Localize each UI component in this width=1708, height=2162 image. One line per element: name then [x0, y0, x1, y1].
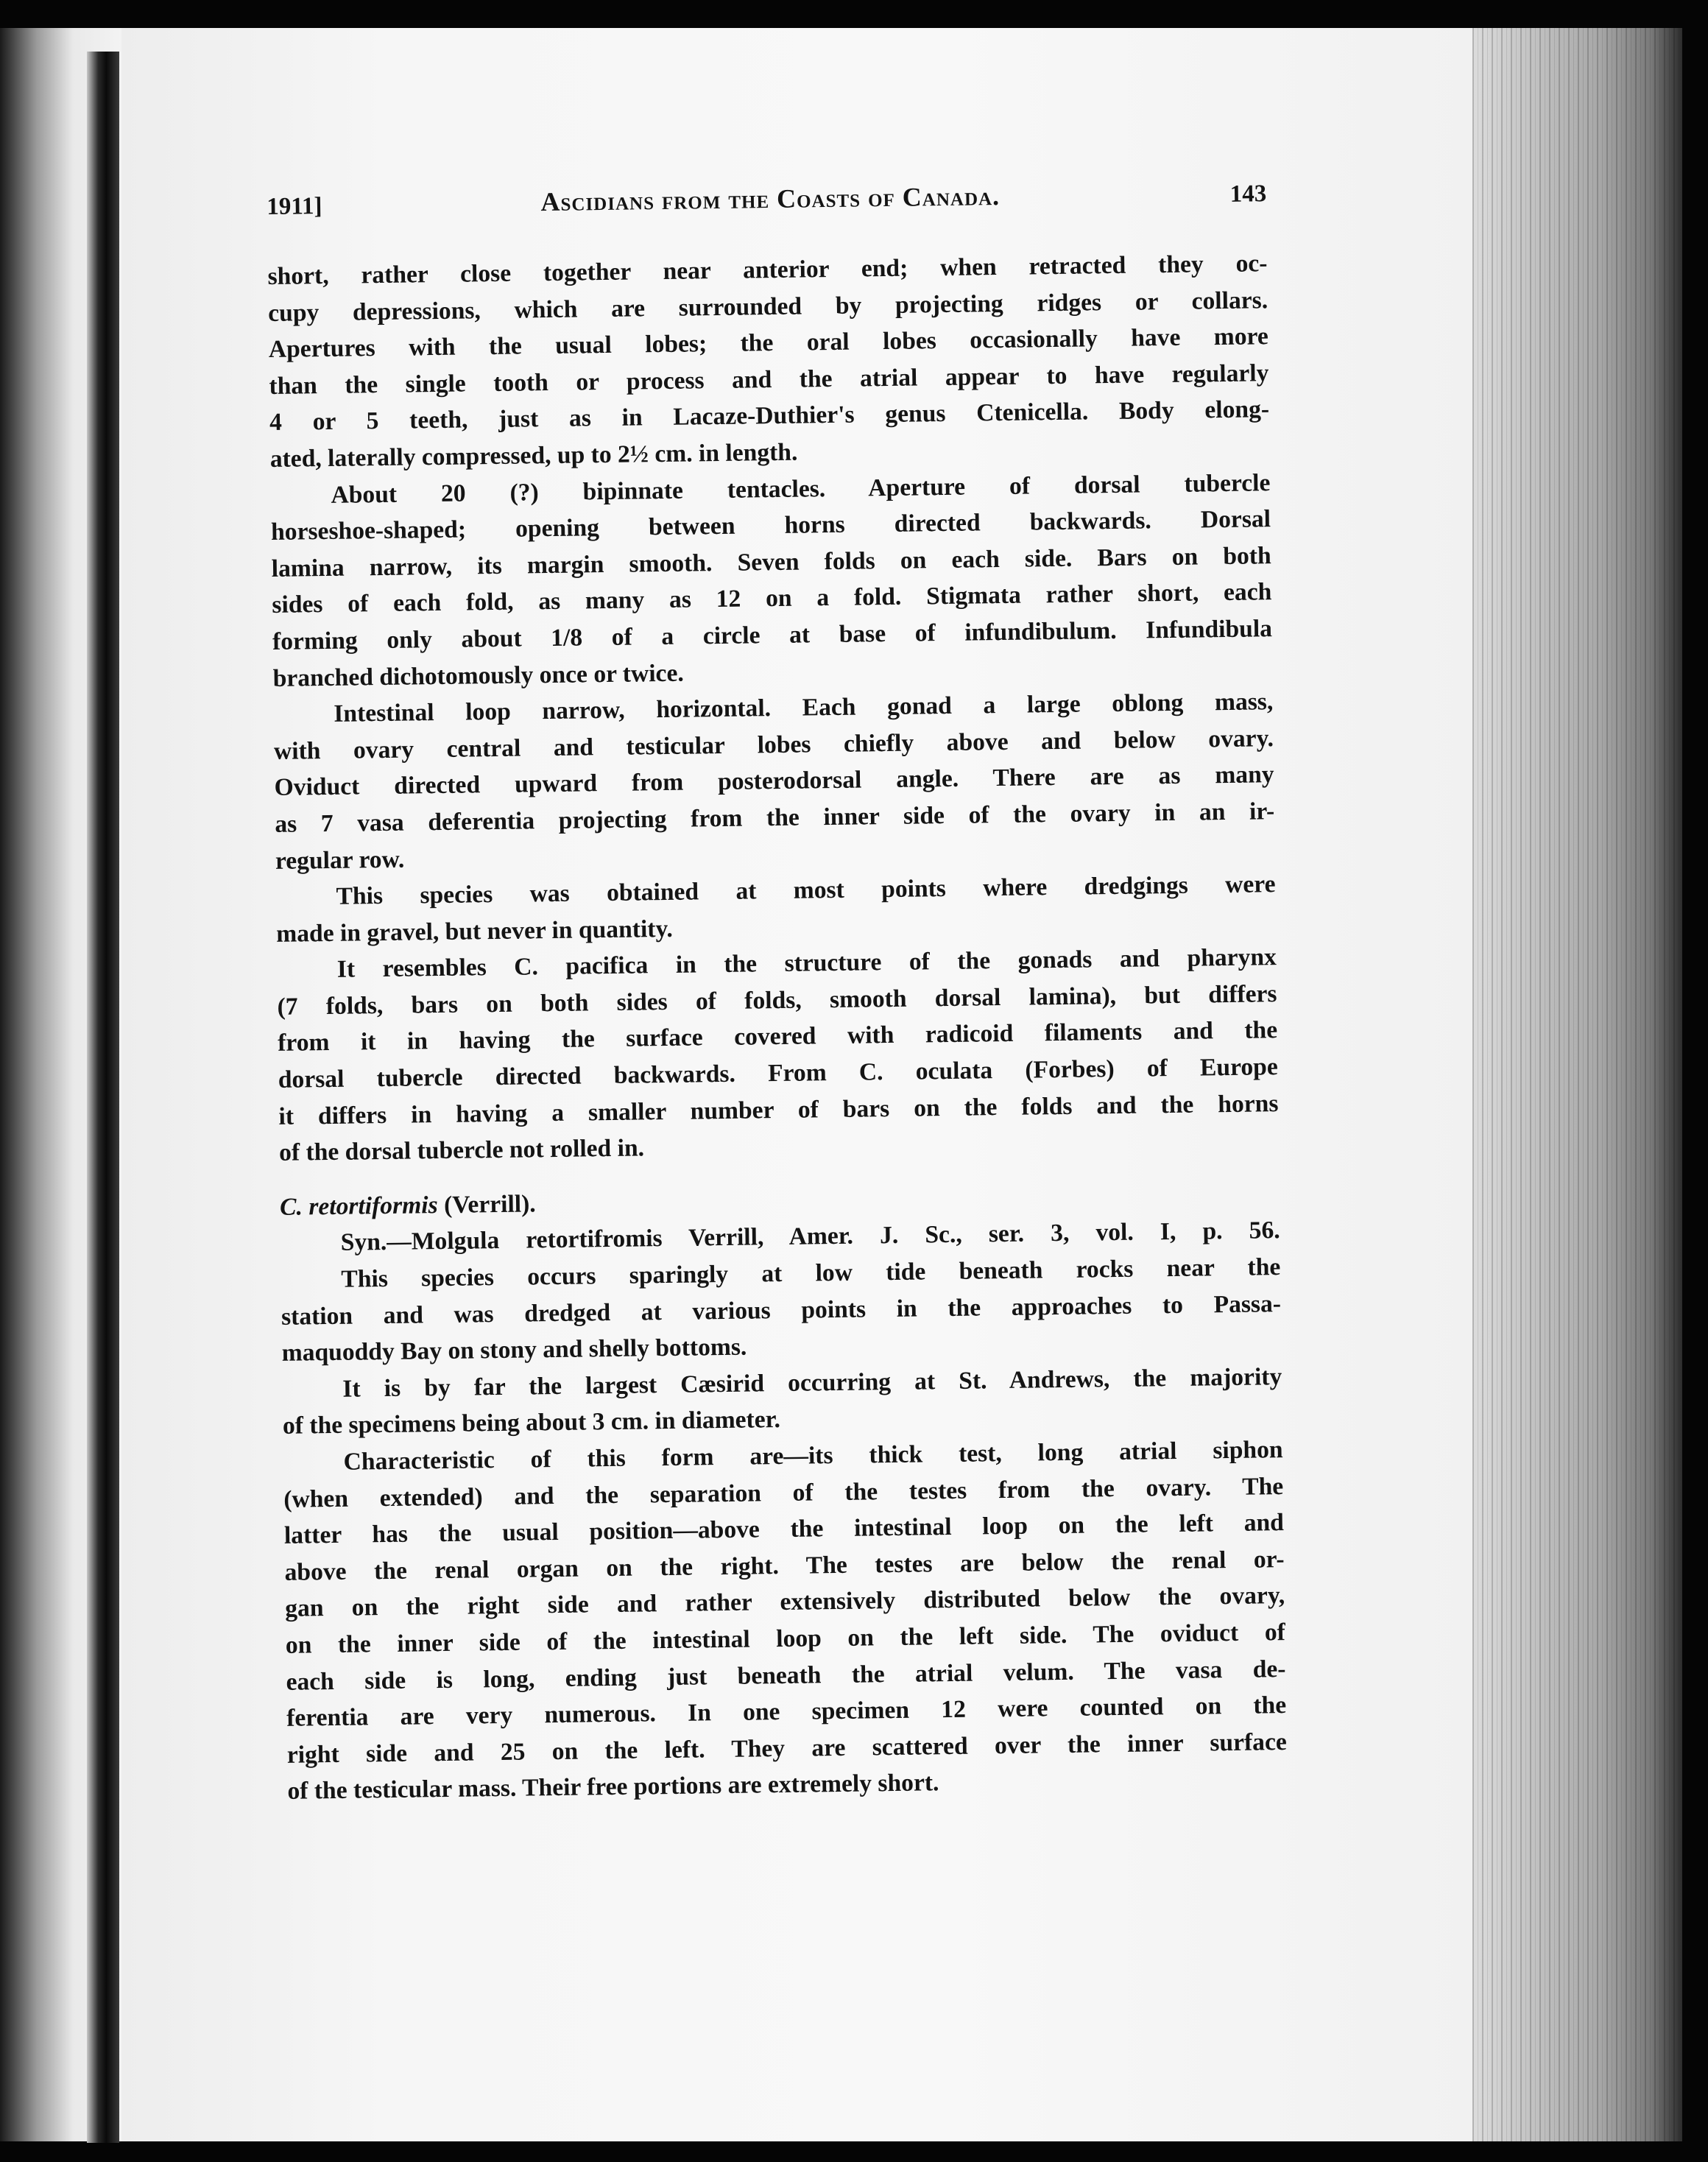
page-number: 143 — [1229, 180, 1267, 208]
text-line: on the inner side of the intestinal loop on the left side. The oviduct of — [285, 1619, 1286, 1659]
text-line: forming only about 1/8 of a circle at base of infundibulum. Infundibula — [272, 615, 1273, 655]
text-line: above the renal organ on the right. The testes are below the renal or- — [284, 1545, 1285, 1586]
text-line: Intestinal loop narrow, horizontal. Each gonad a large oblong mass, — [334, 688, 1274, 728]
text-line: (7 folds, bars on both sides of folds, smooth dorsal lamina), but differs — [277, 980, 1277, 1021]
text-line: Syn.—Molgula retortifromis Verrill, Amer. J. Sc., ser. 3, vol. I, p. 56. — [340, 1216, 1280, 1257]
text-line: than the single tooth or process and the atrial appear to have regularly — [269, 359, 1269, 400]
text-line: It resembles C. pacifica in the structure of the gonads and pharynx — [336, 943, 1277, 984]
text-line: each side is long, ending just beneath the atrial velum. The vasa de- — [286, 1655, 1286, 1696]
text-line: horseshoe-shaped; opening between horns directed backwards. Dorsal — [270, 505, 1271, 546]
page-stack-edges — [1472, 28, 1682, 2141]
text-line: made in gravel, but never in quantity. — [276, 915, 674, 948]
text-line: right side and 25 on the left. They are scattered over the inner surface — [286, 1728, 1287, 1769]
text-line: lamina narrow, its margin smooth. Seven folds on each side. Bars on both — [271, 541, 1271, 582]
text-line: ferentia are very numerous. In one specimen 12 were counted on the — [286, 1691, 1287, 1732]
text-line: Apertures with the usual lobes; the oral lobes occasionally have more — [268, 323, 1269, 364]
text-line: maquoddy Bay on stony and shelly bottoms. — [281, 1333, 747, 1367]
text-line: regular row. — [275, 845, 405, 875]
text-line: latter has the usual position—above the intestinal loop on the left and — [283, 1509, 1285, 1550]
text-line: cupy depressions, which are surrounded by projecting ridges or collars. — [267, 286, 1268, 327]
text-line: dorsal tubercle directed backwards. From C. oculata (Forbes) of Europe — [278, 1053, 1278, 1094]
text-line: Characteristic of this form are—its thick test, long atrial siphon — [343, 1436, 1283, 1476]
text-line: it differs in having a smaller number of bars on the folds and the horns — [278, 1089, 1279, 1130]
text-line: Oviduct directed upward from posterodorsal angle. There are as many — [274, 761, 1274, 802]
species-author: (Verrill). — [443, 1190, 536, 1219]
text-line: gan on the right side and rather extensively distributed below the ovary, — [285, 1582, 1285, 1623]
text-line: sides of each fold, as many as 12 on a fold. Stigmata rather short, each — [272, 578, 1272, 619]
text-line: of the dorsal tubercle not rolled in. — [278, 1134, 645, 1167]
text-line: This species was obtained at most points where dredgings were — [336, 870, 1276, 910]
text-line: This species occurs sparingly at low tide beneath rocks near the — [341, 1253, 1281, 1293]
text-line: About 20 (?) bipinnate tentacles. Aperture of dorsal tubercle — [331, 468, 1271, 509]
text-line: as 7 vasa deferentia projecting from the inner side of the ovary in an ir- — [275, 797, 1275, 838]
text-line: with ovary central and testicular lobes chiefly above and below ovary. — [273, 724, 1274, 765]
species-name: C. retortiformis — [279, 1191, 438, 1221]
text-line: of the specimens being about 3 cm. in diameter. — [282, 1406, 781, 1440]
running-head-year: 1911] — [267, 193, 322, 220]
text-line: ated, laterally compressed, up to 2½ cm. in length. — [269, 438, 798, 473]
text-line: from it in having the surface covered with radicoid filaments and the — [277, 1016, 1278, 1057]
book-gutter — [87, 52, 119, 2143]
text-line: 4 or 5 teeth, just as in Lacaze-Duthier's genus Ctenicella. Body elong- — [269, 395, 1270, 437]
text-line: station and was dredged at various points in the approaches to Passa- — [280, 1289, 1282, 1331]
page-text — [267, 175, 1288, 1810]
text-line: of the testicular mass. Their free portions are extremely short. — [287, 1769, 939, 1806]
text-line: branched dichotomously once or twice. — [272, 659, 684, 692]
text-line: (when extended) and the separation of the testes from the ovary. The — [283, 1472, 1284, 1513]
text-line: It is by far the largest Cæsirid occurring at St. Andrews, the majority — [342, 1362, 1282, 1403]
running-head-title: Ascidians from the Coasts of Canada. — [540, 180, 1001, 217]
text-line: short, rather close together near anterior end; when retracted they oc- — [267, 250, 1268, 290]
